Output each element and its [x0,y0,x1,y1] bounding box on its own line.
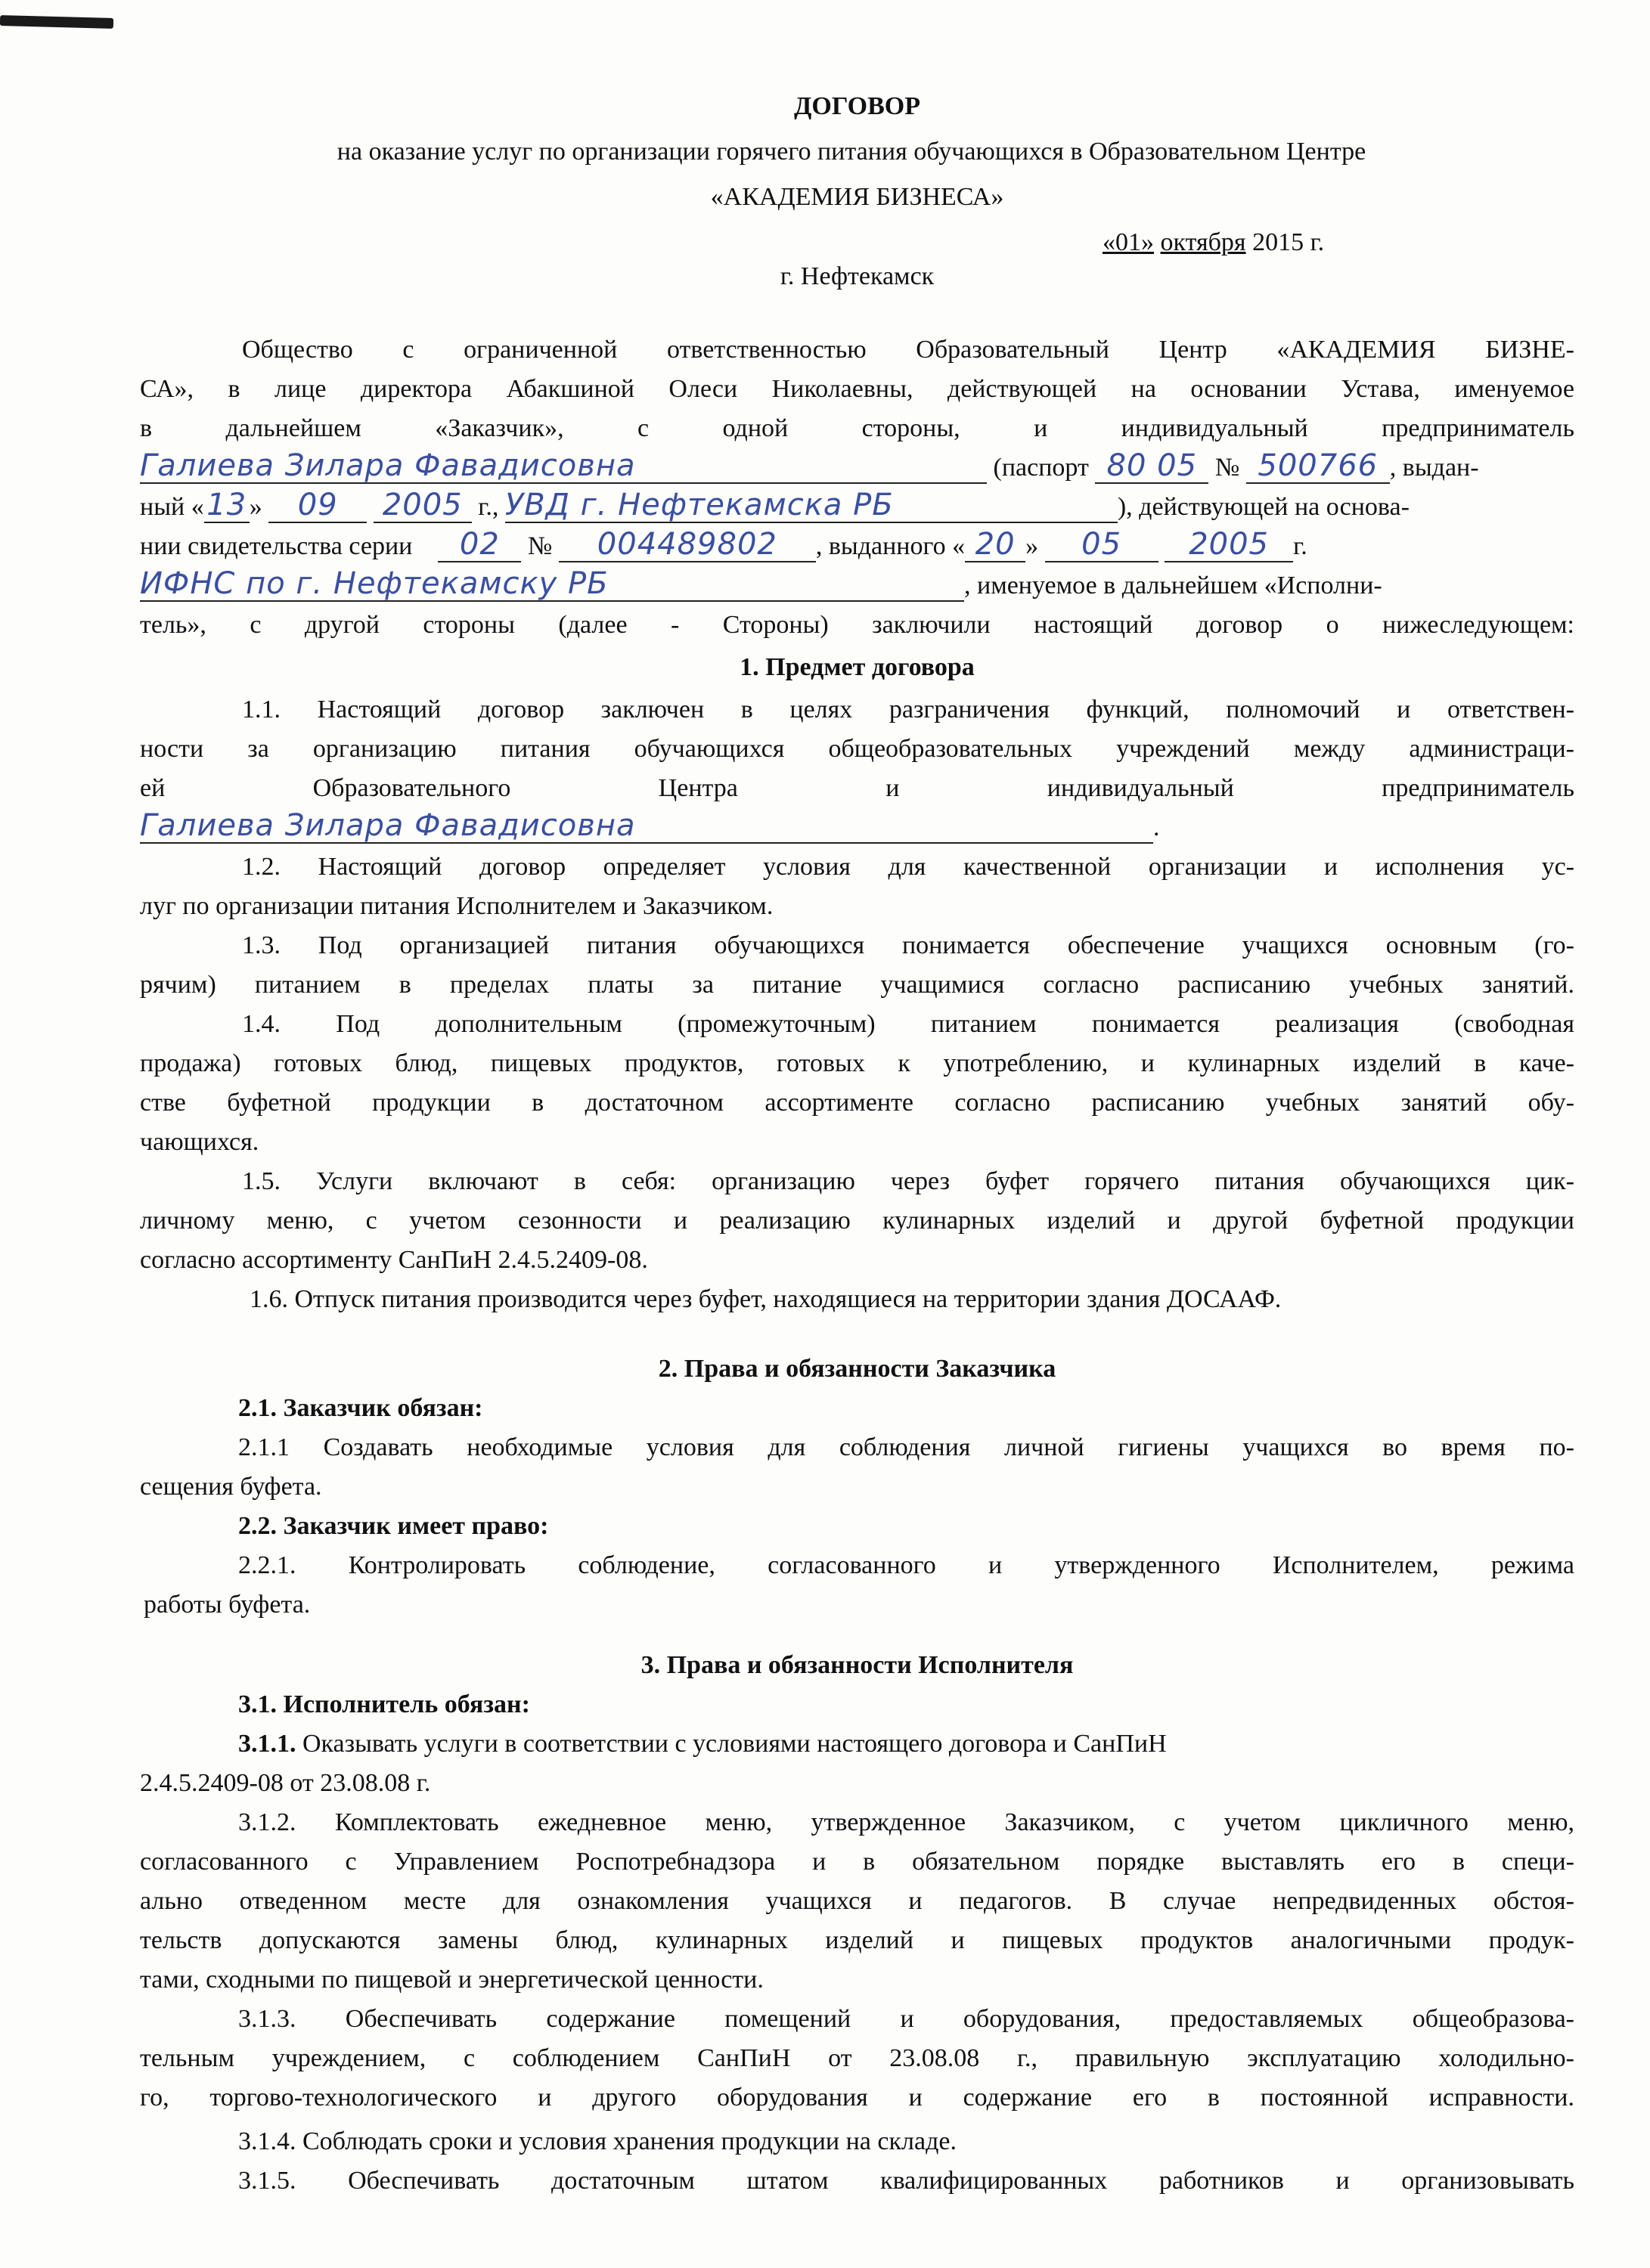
s1-p1-line: ности за организацию питания обучающихся общеобразовательных учреждений между администраци- [140,735,1574,763]
preamble-line-8: тель», с другой стороны (далее - Стороны) заключили настоящий договор о нижеследующем: [140,611,1574,639]
s3-p1-line: 2.4.5.2409-08 от 23.08.08 г. [140,1769,431,1797]
s3-p1-number: 3.1.1. [238,1730,296,1758]
s1-p5-line: 1.5. Услуги включают в себя: организацию через буфет горячего питания обучающихся цик- [242,1167,1574,1195]
passport-issuer-handwritten: УВД г. Нефтекамска РБ [505,488,1118,523]
doc-org: «АКАДЕМИЯ БИЗНЕСА» [710,183,1004,211]
date-day: 01 [1115,228,1141,256]
cert-day-handwritten: 20 [965,528,1025,562]
s1-p6-line: 1.6. Отпуск питания производится через буфет, находящиеся на территории здания ДОСААФ. [250,1285,1282,1313]
s3-p2-line: согласованного с Управлением Роспотребнадзора и в обязательном порядке выставлять его в специ- [140,1848,1574,1876]
text-fragment: г. [1293,532,1307,560]
section-1-heading: 1. Предмет договора [740,653,975,681]
number-sign: № [1214,454,1240,482]
preamble-line-7 [140,566,1574,606]
passport-label: (паспорт [993,454,1089,482]
s2-sub-2: 2.2. Заказчик имеет право: [238,1512,549,1540]
passport-series-handwritten: 80 05 [1095,449,1208,484]
cert-series-handwritten: 02 [438,528,521,562]
s1-p3-line: 1.3. Под организацией питания обучающихся понимается обеспечение учащихся основным (го- [242,931,1574,959]
preamble-line-1: Общество с ограниченной ответственностью Образовательный Центр «АКАДЕМИЯ БИЗНЕ- [242,336,1574,364]
s1-p5-line: личному меню, с учетом сезонности и реализацию кулинарных изделий и другой буфетной продукции [140,1207,1574,1235]
preamble-line-6 [140,527,1574,566]
date-open: « [1103,228,1115,256]
s1-p2-line: луг по организации питания Исполнителем и Заказчиком. [140,892,774,920]
s3-p1-line [238,1724,1574,1764]
issue-day-handwritten: 13 [204,488,250,523]
s2-p2-line: 2.2.1. Контролировать соблюдение, согласованного и утвержденного Исполнителем, режима [238,1551,1574,1579]
entrepreneur-name-handwritten: Галиева Зилара Фавадисовна [140,809,1153,844]
date-close: » [1141,228,1154,256]
passport-number-handwritten: 500766 [1246,449,1390,484]
issue-year-handwritten: 2005 [374,488,472,523]
pen-mark [0,15,113,29]
text-fragment: г., [478,493,499,521]
cert-year-handwritten: 2005 [1165,528,1293,562]
s1-p1-line: ей Образовательного Центра и индивидуальный предприниматель [140,774,1574,802]
s1-p1-line [140,808,1574,847]
preamble-line-4 [140,448,1574,488]
cert-number-handwritten: 004489802 [559,528,816,562]
text-fragment: , выданного « [815,532,966,560]
s1-p4-line: стве буфетной продукции в достаточном ассортименте согласно расписанию учебных занятий обу- [140,1089,1574,1117]
text-fragment: ), действующей на основа- [1117,493,1410,521]
text-fragment: » [1025,532,1039,560]
text-fragment: . [1153,813,1160,841]
s3-p2-line: 3.1.2. Комплектовать ежедневное меню, утвержденное Заказчиком, с учетом цикличного меню, [238,1808,1574,1836]
s3-p3-line: 3.1.3. Обеспечивать содержание помещений и оборудования, предоставляемых общеобразова- [238,2005,1574,2033]
s3-p5-line: 3.1.5. Обеспечивать достаточным штатом квалифицированных работников и организовывать [238,2167,1574,2195]
s1-p3-line: рячим) питанием в пределах платы за питание учащимися согласно расписанию учебных занятий. [140,971,1574,999]
s1-p5-line: согласно ассортименту СанПиН 2.4.5.2409-08. [140,1246,648,1274]
text-fragment: » [249,493,262,521]
text-fragment: , именуемое в дальнейшем «Исполни- [964,572,1382,600]
text-fragment: ный « [140,493,204,521]
issue-month-handwritten: 09 [268,488,367,523]
s2-p1-line: 2.1.1 Создавать необходимые условия для соблюдения личной гигиены учащихся во время по- [238,1433,1574,1461]
section-3-heading: 3. Права и обязанности Исполнителя [640,1651,1074,1679]
cert-month-handwritten: 05 [1045,528,1158,562]
preamble-line-3: в дальнейшем «Заказчик», с одной стороны, и индивидуальный предприниматель [140,414,1574,442]
doc-city: г. Нефтекамск [780,262,935,290]
s3-p1-text: Оказывать услуги в соответствии с условиями настоящего договора и СанПиН [296,1730,1167,1758]
s3-p3-line: го, торгово-технологического и другого оборудования и содержание его в постоянной исправности. [140,2084,1574,2112]
text-fragment: нии свидетельства серии [140,532,413,560]
date-year: 2015 г. [1252,228,1325,256]
s3-p2-line: тами, сходными по пищевой и энергетической ценности. [140,1966,764,1994]
entrepreneur-name-handwritten: Галиева Зилара Фавадисовна [140,449,987,484]
section-2-heading: 2. Права и обязанности Заказчика [658,1355,1056,1383]
number-sign: № [527,532,553,560]
s2-sub-1: 2.1. Заказчик обязан: [238,1394,483,1422]
s1-p2-line: 1.2. Настоящий договор определяет условия для качественной организации и исполнения ус- [242,853,1574,881]
s1-p4-line: продажа) готовых блюд, пищевых продуктов, готовых к употреблению, и кулинарных изделий в каче- [140,1049,1574,1077]
doc-subtitle: на оказание услуг по организации горячего питания обучающихся в Образовательном Центре [337,138,1366,166]
s3-p2-line: тельств допускаются замены блюд, кулинарных изделий и пищевых продуктов аналогичными продук- [140,1926,1574,1954]
s3-p2-line: ально отведенном месте для ознакомления учащихся и педагогов. В случае непредвиденных обстоя- [140,1887,1574,1915]
s1-p1-line: 1.1. Настоящий договор заключен в целях разграничения функций, полномочий и ответствен- [242,696,1574,723]
s3-p4-line: 3.1.4. Соблюдать сроки и условия хранения продукции на складе. [238,2127,957,2155]
s3-sub-1: 3.1. Исполнитель обязан: [238,1690,530,1718]
preamble-line-5 [140,488,1574,527]
issued-label: , выдан- [1389,454,1479,482]
s1-p4-line: 1.4. Под дополнительным (промежуточным) питанием понимается реализация (свободная [242,1010,1574,1038]
s3-p3-line: тельным учреждением, с соблюдением СанПиН от 23.08.08 г., правильную эксплуатацию холодильно- [140,2044,1574,2072]
cert-issuer-handwritten: ИФНС по г. Нефтекамску РБ [140,567,964,602]
s2-p2-line: работы буфета. [144,1591,311,1619]
s1-p4-line: чающихся. [140,1128,259,1156]
s2-p1-line: сещения буфета. [140,1473,322,1501]
doc-title: ДОГОВОР [794,92,920,120]
date-month: октября [1160,228,1246,256]
preamble-line-2: СА», в лице директора Абакшиной Олеси Николаевны, действующей на основании Устава, именуемое [140,375,1574,403]
